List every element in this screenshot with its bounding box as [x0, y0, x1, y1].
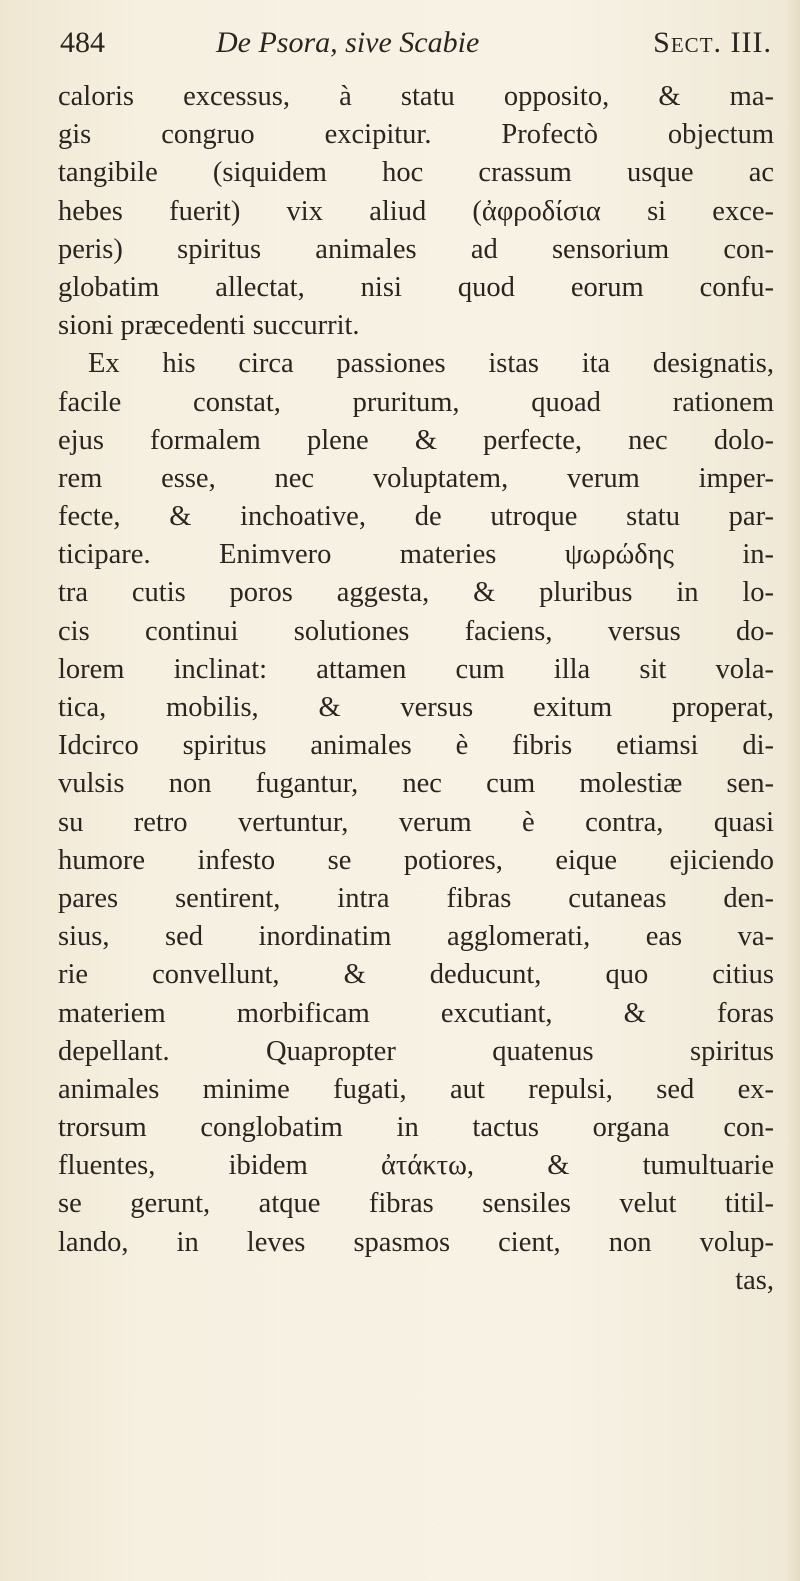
- page-body-text: [58, 78, 774, 1300]
- text-line: gis congruo excipitur. Profectò objectum: [58, 119, 774, 151]
- text-line: depellant. Quapropter quatenus spiritus: [58, 1035, 774, 1067]
- page-edge-shadow: [786, 0, 800, 1581]
- text-line: fluentes, ibidem ἀτάκτω, & tumultuarie: [58, 1150, 774, 1182]
- text-line: peris) spiritus animales ad sensorium con-: [58, 233, 774, 265]
- running-header: [60, 26, 772, 78]
- text-line: animales minime fugati, aut repulsi, sed ex-: [58, 1073, 774, 1105]
- text-line: tangibile (siquidem hoc crassum usque ac: [58, 157, 774, 189]
- text-line: su retro vertuntur, verum è contra, quasi: [58, 806, 774, 838]
- text-line: trorsum conglobatim in tactus organa con-: [58, 1112, 774, 1144]
- text-line: ticipare. Enimvero materies ψωρώδης in-: [58, 539, 774, 571]
- text-line: tra cutis poros aggesta, & pluribus in lo-: [58, 577, 774, 609]
- section-label: Sect. III.: [653, 26, 772, 59]
- text-line: lorem inclinat: attamen cum illa sit vola-: [58, 653, 774, 685]
- text-line: tica, mobilis, & versus exitum properat,: [58, 692, 774, 723]
- text-line: sius, sed inordinatim agglomerati, eas va-: [58, 921, 774, 953]
- text-line: materiem morbificam excutiant, & foras: [58, 997, 774, 1029]
- text-line: se gerunt, atque fibras sensiles velut titil-: [58, 1188, 774, 1220]
- page-number: 484: [60, 26, 105, 59]
- text-line: hebes fuerit) vix aliud (ἀφροδίσια si exce-: [58, 195, 774, 227]
- text-line: cis continui solutiones faciens, versus do-: [58, 615, 774, 647]
- catchword: tas,: [735, 1264, 774, 1296]
- text-line: pares sentirent, intra fibras cutaneas den-: [58, 882, 774, 914]
- running-title: De Psora, sive Scabie: [216, 26, 480, 59]
- text-line: ejus formalem plene & perfecte, nec dolo-: [58, 424, 774, 456]
- text-line: rie convellunt, & deducunt, quo citius: [58, 959, 774, 991]
- text-line: rem esse, nec voluptatem, verum imper-: [58, 462, 774, 494]
- text-line: sioni præcedenti succurrit.: [58, 310, 360, 342]
- text-line: facile constat, pruritum, quoad rationem: [58, 386, 774, 418]
- text-line: Idcirco spiritus animales è fibris etiamsi di-: [58, 730, 774, 762]
- text-line: humore infesto se potiores, eique ejiciendo: [58, 844, 774, 876]
- text-line: vulsis non fugantur, nec cum molestiæ sen-: [58, 768, 774, 800]
- text-line: Ex his circa passiones istas ita designatis,: [88, 348, 774, 380]
- text-line: globatim allectat, nisi quod eorum confu-: [58, 271, 774, 303]
- text-line: caloris excessus, à statu opposito, & ma-: [58, 81, 774, 112]
- text-line: lando, in leves spasmos cient, non volup-: [58, 1226, 774, 1258]
- text-line: fecte, & inchoative, de utroque statu par-: [58, 501, 774, 533]
